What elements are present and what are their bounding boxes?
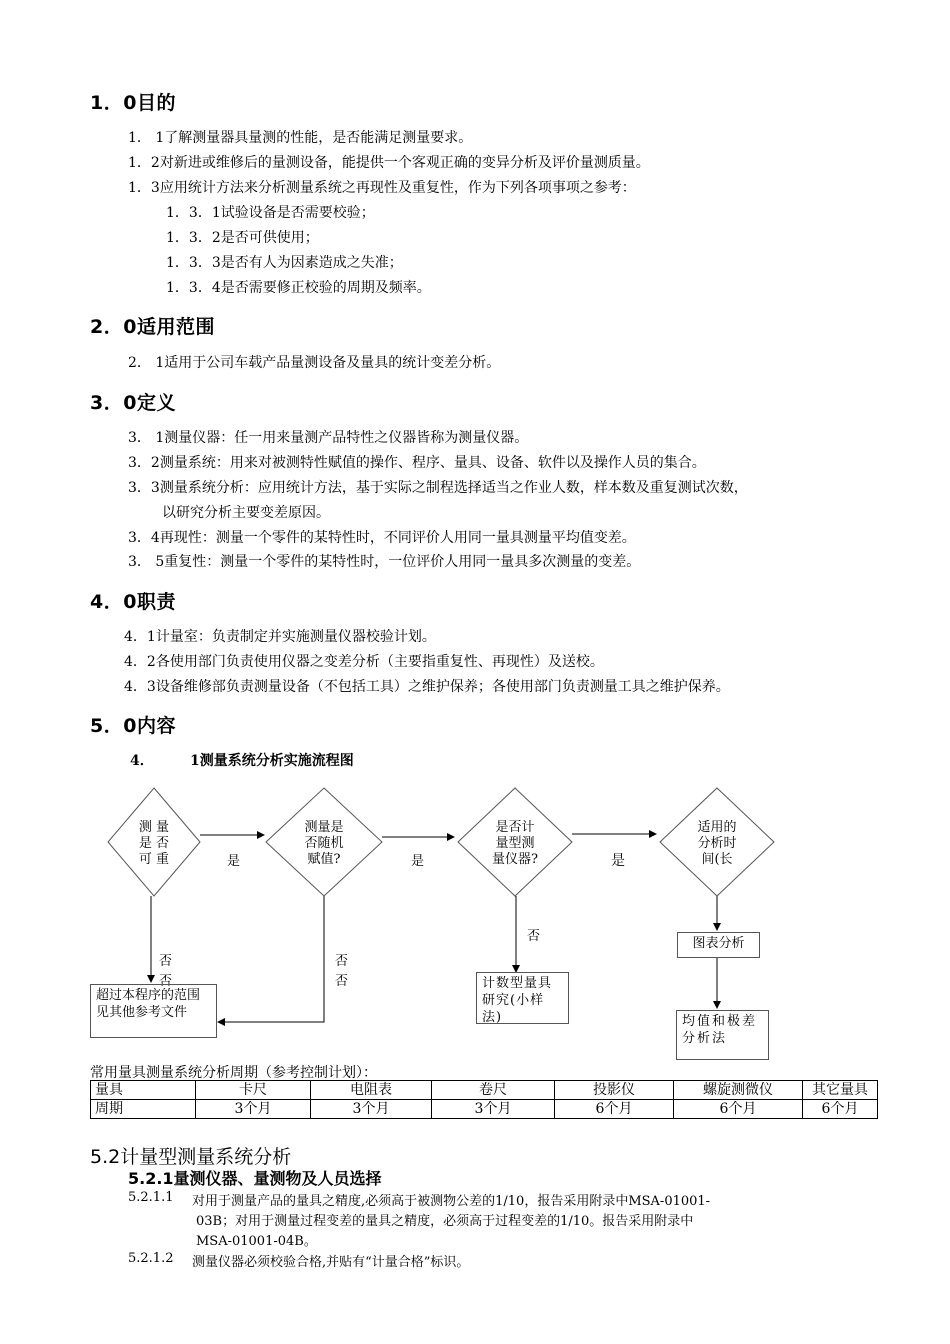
section-4-item: 4．2各使用部门负责使用仪器之变差分析（主要指重复性、再现性）及送校。 (124, 654, 604, 670)
section-1-subitem: 1．3．1试验设备是否需要校验； (166, 205, 375, 221)
section-1-subitem: 1．3．3是否有人为因素造成之失准； (166, 255, 403, 271)
section-1-item: 1．3应用统计方法来分析测量系统之再现性及重复性，作为下列各项事项之参考： (128, 180, 636, 196)
out-of-scope-box: 超过本程序的范围见其他参考文件 (90, 984, 217, 1038)
yes-label-2: 是 (411, 854, 425, 869)
clause-text: MSA-01001-04B。 (196, 1234, 317, 1249)
section-2-item: 2． 1适用于公司车载产品量测设备及量具的统计变差分析。 (128, 355, 501, 371)
section-5-2-heading: 5.2计量型测量系统分析 (90, 1146, 292, 1168)
no-label-1a: 否 (159, 954, 173, 969)
section-1-heading: 1．0目的 (90, 92, 176, 114)
section-3-item: 3．4再现性：测量一个零件的某特性时，不同评价人用同一量具测量平均值变差。 (128, 530, 636, 546)
section-3-item: 3． 1测量仪器：任一用来量测产品特性之仪器皆称为测量仪器。 (128, 430, 529, 446)
chart-analysis-box: 图表分析 (677, 932, 760, 958)
section-1-subitem: 1．3．2是否可供使用； (166, 230, 319, 246)
no-label-2b: 否 (335, 974, 349, 989)
table-cell: 电阻表 (311, 1081, 432, 1100)
mean-range-box: 均值和极差分析法 (676, 1010, 769, 1060)
table-cell: 卷尺 (432, 1081, 555, 1100)
table-row (91, 1081, 878, 1100)
section-3-item: 3． 5重复性：测量一个零件的某特性时，一位评价人用同一量具多次测量的变差。 (128, 554, 641, 570)
table-cell: 投影仪 (555, 1081, 674, 1100)
table-cell: 6个月 (555, 1100, 674, 1119)
yes-label-3: 是 (611, 853, 625, 869)
table-cell: 3个月 (311, 1100, 432, 1119)
decision-2-text: 测量是 否随机 赋值? (304, 820, 344, 866)
section-1-subitem: 1．3．4是否需要修正校验的周期及频率。 (166, 280, 431, 296)
clause-text: 测量仪器必须校验合格,并贴有“计量合格”标识。 (192, 1255, 470, 1270)
table-cell: 螺旋测微仪 (674, 1081, 803, 1100)
arrow-no-2 (218, 896, 324, 1022)
table-row (91, 1100, 878, 1119)
attribute-study-box: 计数型量具研究(小样法) (476, 972, 569, 1024)
section-5-2-1-heading: 5.2.1量测仪器、量测物及人员选择 (128, 1169, 382, 1188)
no-label-1b: 否 (159, 974, 173, 989)
clause-text: 对用于测量产品的量具之精度,必须高于被测物公差的1/10，报告采用附录中MSA-01001- (192, 1194, 711, 1209)
section-4-item: 4．1计量室：负责制定并实施测量仪器校验计划。 (124, 629, 436, 645)
section-1-item: 1． 1了解测量器具量测的性能，是否能满足测量要求。 (128, 130, 473, 146)
period-table (90, 1080, 878, 1119)
table-cell: 6个月 (803, 1100, 878, 1119)
clause-text: 03B；对用于测量过程变差的量具之精度，必须高于过程变差的1/10。报告采用附录中 (196, 1214, 694, 1229)
section-4-heading: 4．0职责 (90, 591, 176, 613)
table-cell: 6个月 (674, 1100, 803, 1119)
section-5-heading: 5．0内容 (90, 715, 176, 737)
section-3-heading: 3．0定义 (90, 392, 176, 414)
decision-1-text: 测 量 是 否 可 重 (138, 820, 170, 866)
clause-number: 5.2.1.1 (128, 1190, 174, 1205)
decision-3-text: 是否计 量型测 量仪器? (492, 820, 538, 866)
no-label-3: 否 (527, 929, 541, 944)
flowchart-title: 1测量系统分析实施流程图 (190, 753, 354, 769)
section-4-item: 4．3设备维修部负责测量设备（不包括工具）之维护保养；各使用部门负责测量工具之维护保养。 (124, 679, 730, 695)
period-table-caption: 常用量具测量系统分析周期（参考控制计划）： (90, 1065, 377, 1081)
flowchart-title-number: 4． (130, 753, 154, 769)
table-cell: 量具 (91, 1081, 196, 1100)
table-cell: 周期 (91, 1100, 196, 1119)
section-3-item-continued: 以研究分析主要变差原因。 (162, 505, 330, 521)
clause-number: 5.2.1.2 (128, 1251, 174, 1266)
yes-label-1: 是 (227, 854, 241, 869)
table-cell: 卡尺 (196, 1081, 311, 1100)
decision-4-text: 适用的 分析时 间(长 (697, 820, 737, 866)
no-label-2a: 否 (335, 954, 349, 969)
section-3-item: 3．3测量系统分析：应用统计方法，基于实际之制程选择适当之作业人数，样本数及重复测试次数， (128, 480, 748, 496)
section-2-heading: 2．0适用范围 (90, 316, 215, 338)
section-1-item: 1．2对新进或维修后的量测设备，能提供一个客观正确的变异分析及评价量测质量。 (128, 155, 650, 171)
section-3-item: 3．2测量系统：用来对被测特性赋值的操作、程序、量具、设备、软件以及操作人员的集合。 (128, 455, 706, 471)
table-cell: 3个月 (432, 1100, 555, 1119)
table-cell: 3个月 (196, 1100, 311, 1119)
table-cell: 其它量具 (803, 1081, 878, 1100)
